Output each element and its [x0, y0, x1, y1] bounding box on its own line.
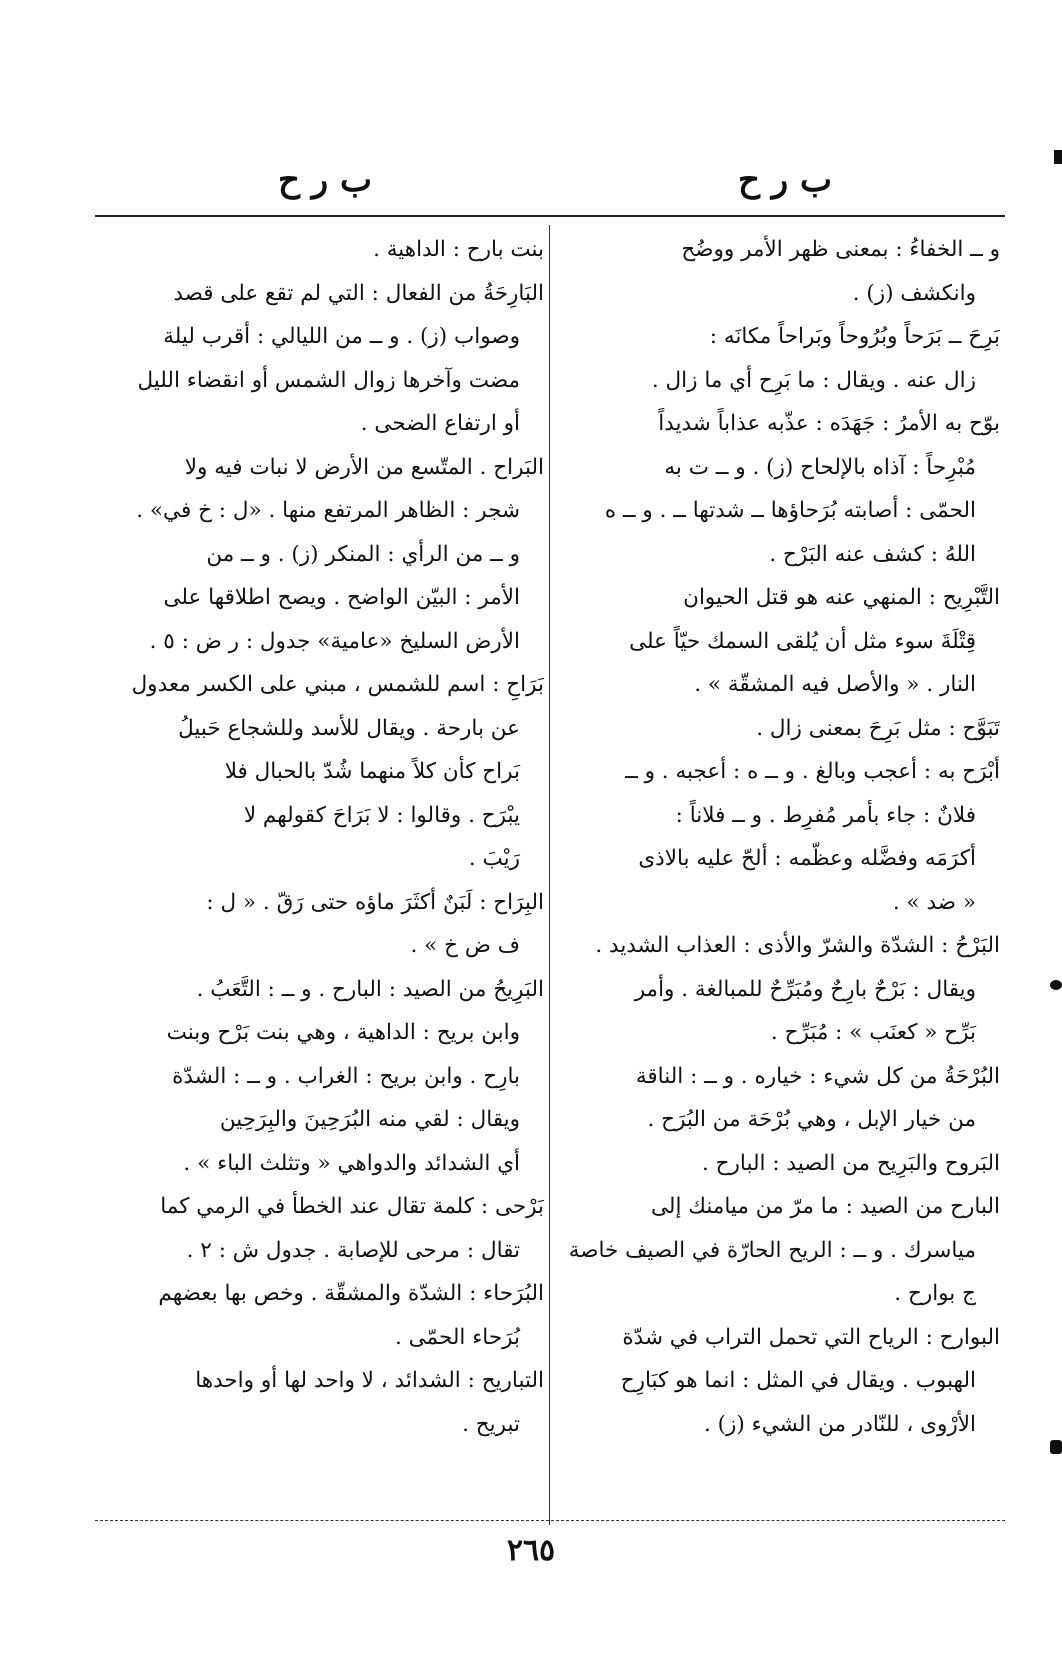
- entry-line: شجر : الظاهر المرتفع منها . «ل : خ في» .: [136, 498, 520, 523]
- entry-line: بَراح كأن كلاً منهما شُدّ بالحبال فلا: [224, 759, 520, 784]
- entry-line: بَرْحى : كلمة تقال عند الخطأ في الرمي كما: [160, 1194, 544, 1219]
- entry-line: رَيْبَ .: [468, 846, 520, 871]
- entry-line: النار . « والأصل فيه المشقّة » .: [694, 672, 976, 697]
- entry-line: بُرَحاء الحمّى .: [394, 1324, 520, 1350]
- margin-mark-middle: [1050, 980, 1062, 990]
- entry-line: و ــ الخفاءُ : بمعنى ظهر الأمر ووضُح: [681, 237, 1000, 262]
- entry-line: تقال : مرحى للإصابة . جدول ش : ٢ .: [186, 1237, 520, 1263]
- entry-line: أكرَمَه وفضَّله وعظّمه : ألحّ عليه بالاذى: [638, 846, 976, 871]
- header-rule: [95, 215, 1005, 217]
- entry-line: عن بارحة . ويقال للأسد وللشجاع حَبيلُ: [178, 715, 520, 741]
- entry-line: و ــ من الرأي : المنكر (ز) . و ــ من: [206, 541, 520, 567]
- entry-line: تَبَوَّح : مثل بَرِحَ بمعنى زال .: [756, 715, 1000, 741]
- entry-line: يبْرَح . وقالوا : لا بَرَاحَ كقولهم لا: [243, 802, 520, 828]
- entry-line: ويقال : بَرْحٌ بارِحٌ ومُبَرِّحٌ للمبالغة . وأمر: [634, 976, 976, 1002]
- entry-line: البِرَاح : لَبَنٌ أكثَرَ ماؤه حتى رَقّ . « ل :: [206, 889, 544, 915]
- entry-line: البَرْحُ : الشدّة والشرّ والأذى : العذاب الشديد .: [595, 933, 1000, 958]
- entry-line: البَرِيحُ من الصيد : البارح . و ــ : التَّعَبُ .: [196, 976, 544, 1002]
- entry-line: مياسرك . و ــ : الريح الحارّة في الصيف خاصة: [568, 1237, 976, 1263]
- entry-line: البوارح : الرياح التي تحمل التراب في شدّة: [622, 1324, 1000, 1350]
- margin-mark-bottom: [1050, 1440, 1062, 1454]
- entry-line: البُرْحَةُ من كل شيء : خياره . و ــ : الناقة: [635, 1063, 1000, 1089]
- entry-line: ج بوارح .: [894, 1281, 976, 1306]
- left-column-header: ب ر ح: [277, 160, 372, 200]
- entry-line: زال عنه . ويقال : ما بَرِح أي ما زال .: [651, 367, 976, 393]
- right-column-header: ب ر ح: [737, 160, 832, 200]
- entry-line: البَراح . المتّسع من الأرض لا نبات فيه ولا: [184, 454, 544, 480]
- entry-line: أو ارتفاع الضحى .: [360, 411, 520, 436]
- entry-line: مُبْرِحاً : آذاه بالإلحاح (ز) . و ــ ت به: [664, 454, 976, 480]
- left-column: [104, 228, 544, 1446]
- column-divider: [549, 225, 550, 1525]
- footer-rule: [95, 1520, 1005, 1521]
- entry-line: الحمّى : أصابته بُرَحاؤها ــ شدتها ــ . و ــ ه: [604, 498, 976, 523]
- margin-mark-top: [1054, 150, 1062, 164]
- entry-line: وانكشف (ز) .: [852, 280, 976, 306]
- entry-line: بَرَاحِ : اسم للشمس ، مبني على الكسر معدول: [131, 672, 544, 697]
- entry-line: الأرْوى ، للنّادر من الشيء (ز) .: [703, 1411, 976, 1437]
- entry-line: الأمر : البيّن الواضح . ويصح اطلاقها على: [163, 585, 520, 610]
- entry-line: بَرِحَ ــ بَرَحاً وبُرُوحاً وبَراحاً مكانَه :: [709, 324, 1000, 349]
- entry-line: اللهُ : كشف عنه البَرْح .: [769, 541, 976, 567]
- right-column: [560, 228, 1000, 1446]
- entry-line: الهبوب . ويقال في المثل : انما هو كبَارِح: [620, 1368, 976, 1393]
- entry-line: وصواب (ز) . و ــ من الليالي : أقرب ليلة: [163, 324, 520, 349]
- entry-line: التباريح : الشدائد ، لا واحد لها أو واحدها: [195, 1368, 544, 1393]
- entry-line: التَّبْرِيح : المنهي عنه هو قتل الحيوان: [683, 585, 1000, 610]
- entry-line: ف ض خ » .: [410, 933, 520, 958]
- entry-line: بنت بارح : الداهية .: [373, 237, 544, 262]
- entry-line: الأرض السليخ «عامية» جدول : ر ض : ٥ .: [149, 628, 520, 654]
- entry-line: أبْرَح به : أعجب وبالغ . و ــ ه : أعجبه . و ــ: [625, 759, 1000, 784]
- entry-line: من خيار الإبل ، وهي بُرْحَة من البُرَح .: [647, 1107, 976, 1132]
- entry-line: تبريح .: [462, 1411, 520, 1437]
- entry-line: البُرَحاء : الشدّة والمشقّة . وخص بها بعضهم: [158, 1281, 544, 1306]
- entry-line: بَرِّح « كعنَب » : مُبَرِّح .: [770, 1020, 976, 1045]
- page-number: ٢٦٥: [506, 1533, 556, 1568]
- entry-line: مضت وآخرها زوال الشمس أو انقضاء الليل: [137, 367, 520, 393]
- entry-line: البَارِحَةُ من الفعال : التي لم تقع على قصد: [173, 280, 544, 306]
- entry-line: قِتْلَةَ سوء مثل أن يُلقى السمك حيّاً على: [629, 628, 976, 654]
- entry-line: فلانٌ : جاء بأمر مُفرِط . و ــ فلاناً :: [675, 802, 976, 828]
- entry-line: أي الشدائد والدواهي « وتثلث الباء » .: [183, 1150, 520, 1176]
- entry-line: وابن بريح : الداهية ، وهي بنت بَرْح وبنت: [166, 1020, 520, 1045]
- entry-line: بارِح . وابن بريح : الغراب . و ــ : الشدّة: [172, 1063, 520, 1089]
- entry-line: البَروح والبَرِيح من الصيد : البارح .: [702, 1150, 1000, 1176]
- entry-line: « ضد » .: [892, 889, 976, 915]
- entry-line: ويقال : لقي منه البُرَحِينَ والبِرَحِين: [219, 1107, 520, 1132]
- entry-line: البارح من الصيد : ما مرّ من ميامنك إلى: [650, 1194, 1000, 1219]
- entry-line: بوّح به الأمرُ : جَهَدَه : عذّبه عذاباً شديداً: [658, 411, 1000, 436]
